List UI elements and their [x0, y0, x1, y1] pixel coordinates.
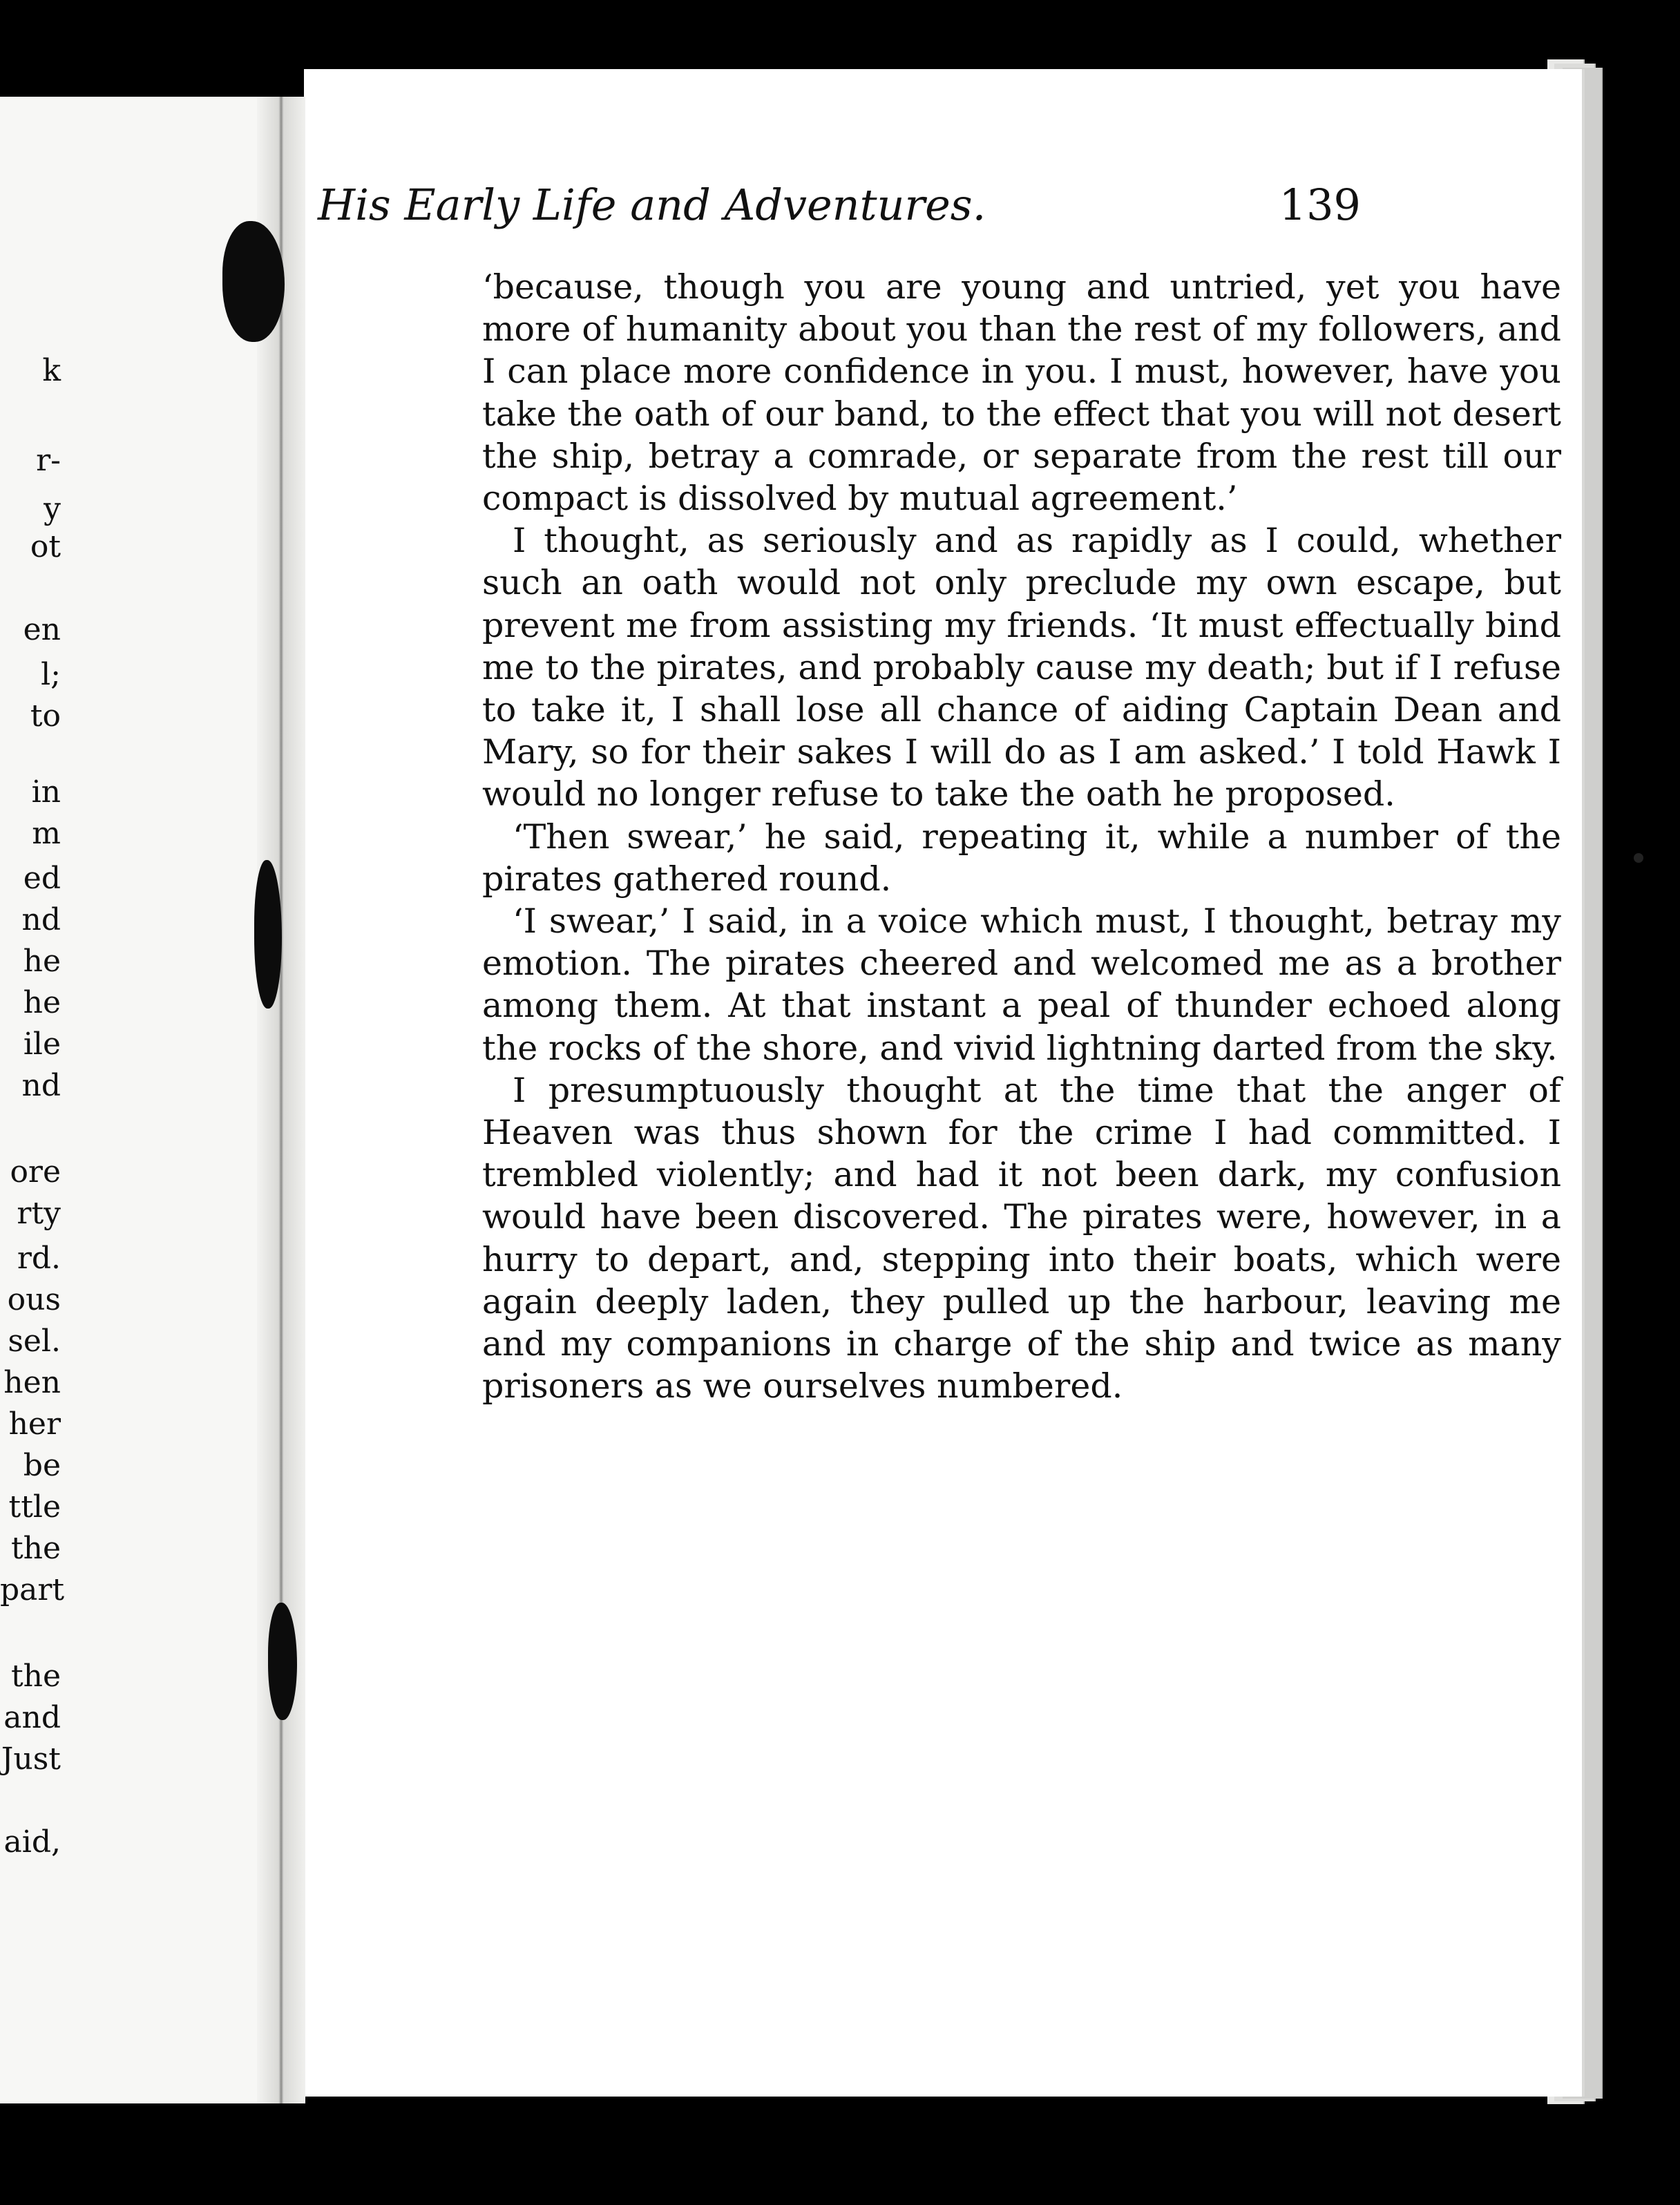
left-page-fragment: he	[23, 944, 61, 979]
left-page-fragment: Just	[1, 1741, 61, 1777]
left-page-fragment: ile	[23, 1027, 61, 1062]
left-page-fragment: nd	[21, 902, 61, 937]
left-page-fragment: the	[10, 1531, 61, 1566]
left-page-fragment: the	[10, 1659, 61, 1694]
left-page-fragment: rd.	[17, 1241, 61, 1276]
left-page-fragment: ttle	[8, 1489, 61, 1525]
left-page-fragment: he	[23, 985, 61, 1020]
left-page-fragment: rty	[17, 1196, 61, 1231]
left-page-fragment: y	[44, 491, 61, 526]
book-gutter	[257, 97, 305, 2103]
paragraph: ‘Then swear,’ he said, repeating it, while a number of the pirates gathered round.	[482, 817, 1561, 899]
paragraph: I presumptuously thought at the time that the anger of Heaven was thus shown for the crime I had committed. I trembled violently; and had it not been dark, my confusion would have been discovered. The pirates were, however, in a hurry to depart, and, stepping into their boats, which were again deeply laden, they pulled up the harbour, leaving me and my companions in charge of the ship and twice as many prisoners as we ourselves numbered.	[482, 1070, 1561, 1406]
paragraph: ‘because, though you are young and untried, yet you have more of humanity about you than the rest of my followers, and I can place more confidence in you. I must, however, have you take the oath of our band, to the effect that you will not desert the ship, betray a comrade, or separate from the rest till our compact is dissolved by mutual agreement.’	[482, 267, 1561, 519]
left-page-fragment: in	[31, 774, 61, 810]
left-page-fragment: r-	[36, 443, 61, 478]
left-page-fragment: to	[30, 698, 61, 734]
left-page-fragment: and	[3, 1700, 61, 1735]
left-page-fragment: nd	[21, 1068, 61, 1103]
left-page-fragment: k	[42, 353, 61, 388]
left-page-fragment: be	[23, 1448, 61, 1483]
left-page-fragment: hen	[3, 1365, 61, 1400]
left-page-fragment: ot	[30, 529, 61, 564]
left-page-fragment: aid,	[3, 1824, 61, 1860]
left-page-fragment: part	[0, 1572, 65, 1607]
running-head	[318, 180, 1361, 262]
left-page-fragment: ed	[23, 861, 61, 896]
left-page-fragment: ous	[7, 1282, 61, 1317]
running-head-title: His Early Life and Adventures.	[318, 180, 986, 230]
page-number: 139	[1279, 180, 1361, 230]
left-page-fragment: ore	[10, 1154, 61, 1190]
left-page-fragment: en	[23, 612, 61, 647]
ink-speck	[1634, 853, 1643, 863]
body-text	[482, 266, 1561, 1407]
left-page-fragment: l;	[41, 657, 61, 692]
paragraph: I thought, as seriously and as rapidly as I could, whether such an oath would not only preclude my own escape, but prevent me from assisting my friends. ‘It must effectually bind me to the pirates, and probably cause my death; but if I refuse to take it, I shall lose all chance of aiding Captain Dean and Mary, so for their sakes I will do as I am asked.’ I told Hawk I would no longer refuse to take the oath he proposed.	[482, 521, 1561, 814]
paragraph: ‘I swear,’ I said, in a voice which must, I thought, betray my emotion. The pirates cheered and welcomed me as a brother among them. At that instant a peal of thunder echoed along the rocks of the shore, and vivid lightning darted from the sky.	[482, 901, 1561, 1068]
left-page-fragment: her	[8, 1406, 61, 1442]
left-page-fragment: m	[32, 816, 61, 851]
left-page-fragment: sel.	[8, 1324, 61, 1359]
